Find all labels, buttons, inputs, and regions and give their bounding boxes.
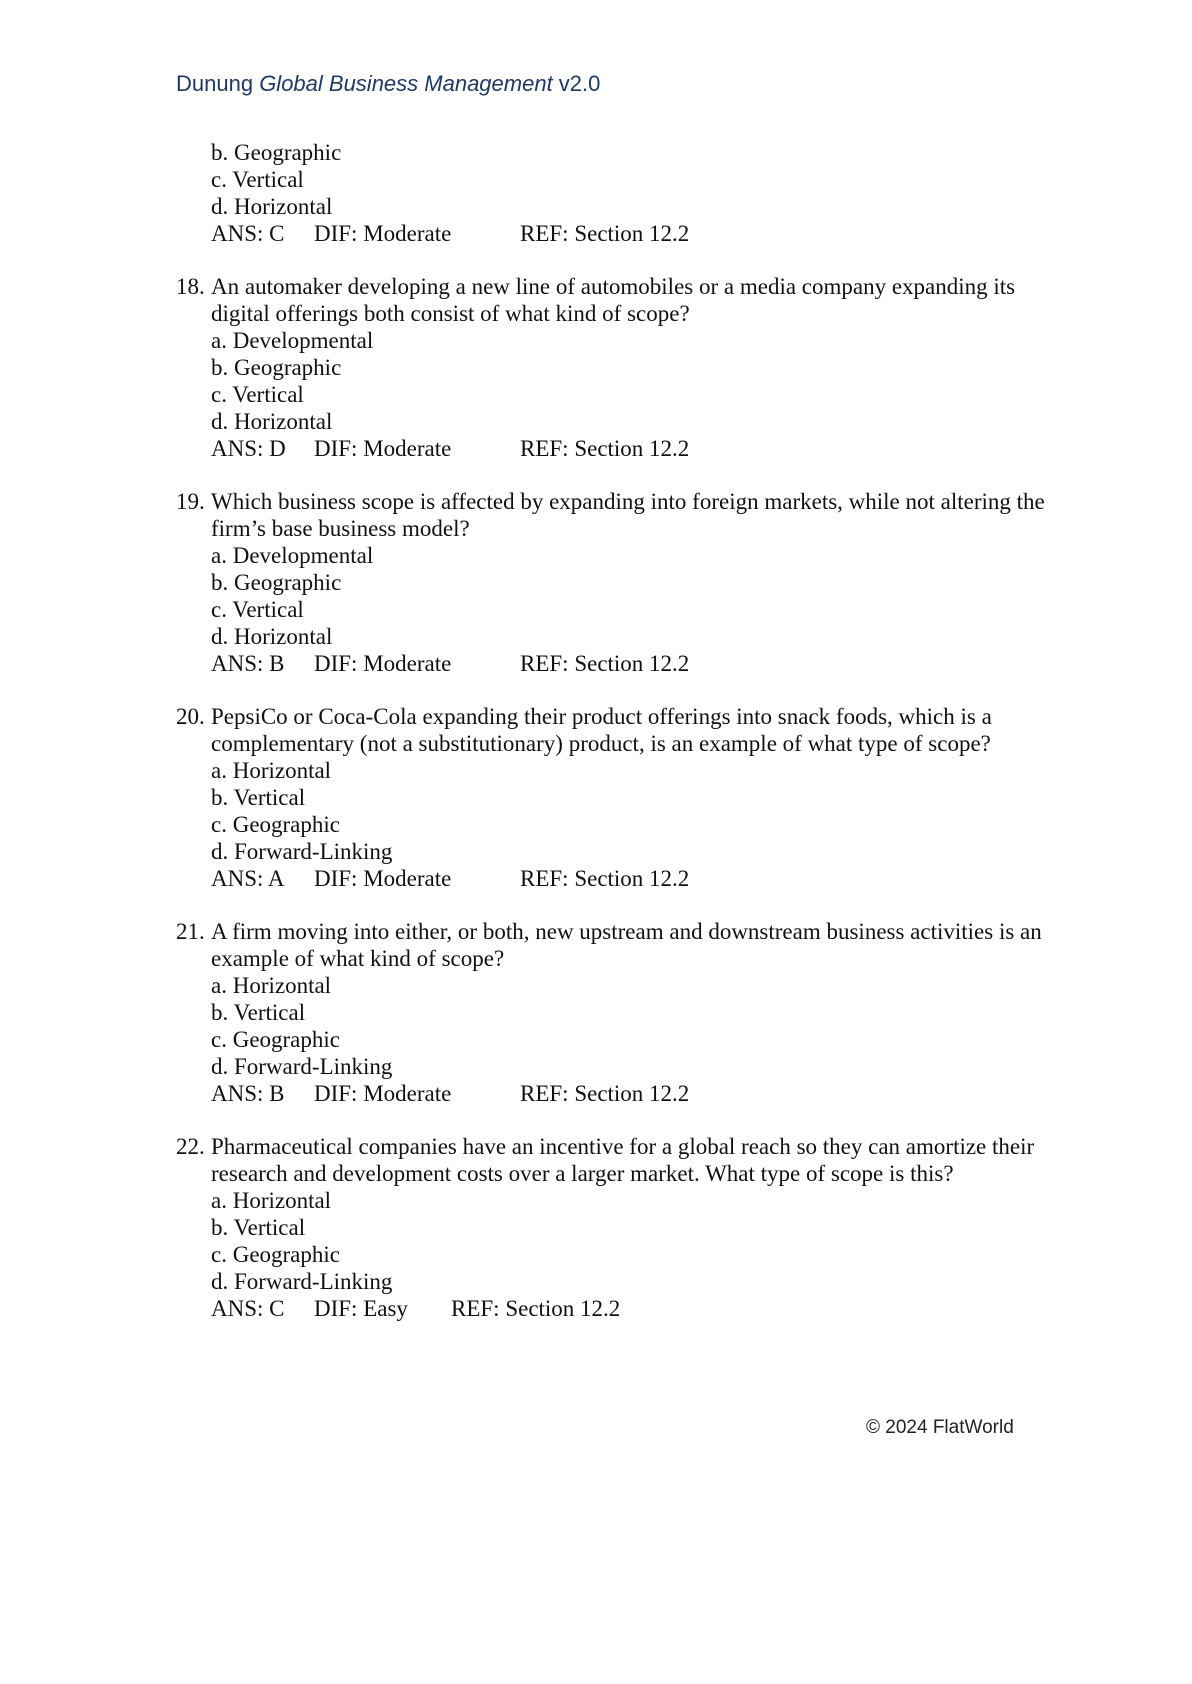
option: c. Vertical [211, 167, 304, 192]
option: b. Geographic [211, 570, 342, 595]
question-20 [176, 703, 1076, 892]
option: a. Horizontal [211, 1188, 332, 1213]
answer: ANS: B [211, 651, 285, 676]
question-22 [176, 1133, 1076, 1322]
option: b. Geographic [211, 355, 342, 380]
question-18 [176, 273, 1076, 462]
header-version: v2.0 [552, 71, 601, 96]
copyright-footer: © 2024 FlatWorld [866, 1417, 1014, 1438]
answer-line [211, 1295, 1076, 1322]
option: a. Horizontal [211, 973, 332, 998]
difficulty: DIF: Easy [314, 1296, 408, 1321]
header-author: Dunung [176, 71, 260, 96]
reference: REF: Section 12.2 [520, 221, 690, 246]
option: d. Forward-Linking [211, 1054, 393, 1079]
question-text: Which business scope is affected by expanding into foreign markets, while not altering the firm’s base business model? [211, 489, 1045, 541]
option: c. Vertical [211, 597, 304, 622]
reference: REF: Section 12.2 [451, 1296, 621, 1321]
option: c. Geographic [211, 812, 340, 837]
difficulty: DIF: Moderate [314, 651, 452, 676]
question-number: 22. [176, 1134, 205, 1159]
page-header [176, 70, 600, 98]
reference: REF: Section 12.2 [520, 651, 690, 676]
option: a. Developmental [211, 328, 374, 353]
difficulty: DIF: Moderate [314, 1081, 452, 1106]
question-17-continued [176, 139, 1076, 247]
answer: ANS: D [211, 436, 286, 461]
header-book-title: Global Business Management [259, 71, 553, 96]
difficulty: DIF: Moderate [314, 221, 452, 246]
question-number: 21. [176, 919, 205, 944]
question-text: An automaker developing a new line of automobiles or a media company expanding its digital offerings both consist of what kind of scope? [211, 274, 1016, 326]
answer-line [211, 650, 1076, 677]
question-number: 20. [176, 704, 205, 729]
option: d. Horizontal [211, 624, 333, 649]
answer-line [211, 435, 1076, 462]
answer: ANS: C [211, 221, 285, 246]
option: c. Geographic [211, 1027, 340, 1052]
question-number: 18. [176, 274, 205, 299]
option: b. Geographic [211, 140, 342, 165]
answer: ANS: A [211, 866, 285, 891]
answer-line [211, 1080, 1076, 1107]
option: b. Vertical [211, 785, 306, 810]
question-list [176, 139, 1076, 1348]
answer-line [211, 220, 1076, 247]
option: a. Horizontal [211, 758, 332, 783]
reference: REF: Section 12.2 [520, 866, 690, 891]
difficulty: DIF: Moderate [314, 866, 452, 891]
option: a. Developmental [211, 543, 374, 568]
option: b. Vertical [211, 1000, 306, 1025]
option: d. Horizontal [211, 409, 333, 434]
reference: REF: Section 12.2 [520, 436, 690, 461]
option: d. Forward-Linking [211, 1269, 393, 1294]
option: d. Forward-Linking [211, 839, 393, 864]
question-text: A firm moving into either, or both, new upstream and downstream business activities is an example of what kind of scope? [211, 919, 1042, 971]
question-21 [176, 918, 1076, 1107]
option: b. Vertical [211, 1215, 306, 1240]
option: c. Vertical [211, 382, 304, 407]
question-number: 19. [176, 489, 205, 514]
answer: ANS: C [211, 1296, 285, 1321]
answer-line [211, 865, 1076, 892]
difficulty: DIF: Moderate [314, 436, 452, 461]
answer: ANS: B [211, 1081, 285, 1106]
question-19 [176, 488, 1076, 677]
question-text: Pharmaceutical companies have an incentive for a global reach so they can amortize their research and development costs over a larger market. What type of scope is this? [211, 1134, 1035, 1186]
option: c. Geographic [211, 1242, 340, 1267]
question-text: PepsiCo or Coca-Cola expanding their product offerings into snack foods, which is a complementary (not a substitutionary) product, is an example of what type of scope? [211, 704, 992, 756]
reference: REF: Section 12.2 [520, 1081, 690, 1106]
option: d. Horizontal [211, 194, 333, 219]
